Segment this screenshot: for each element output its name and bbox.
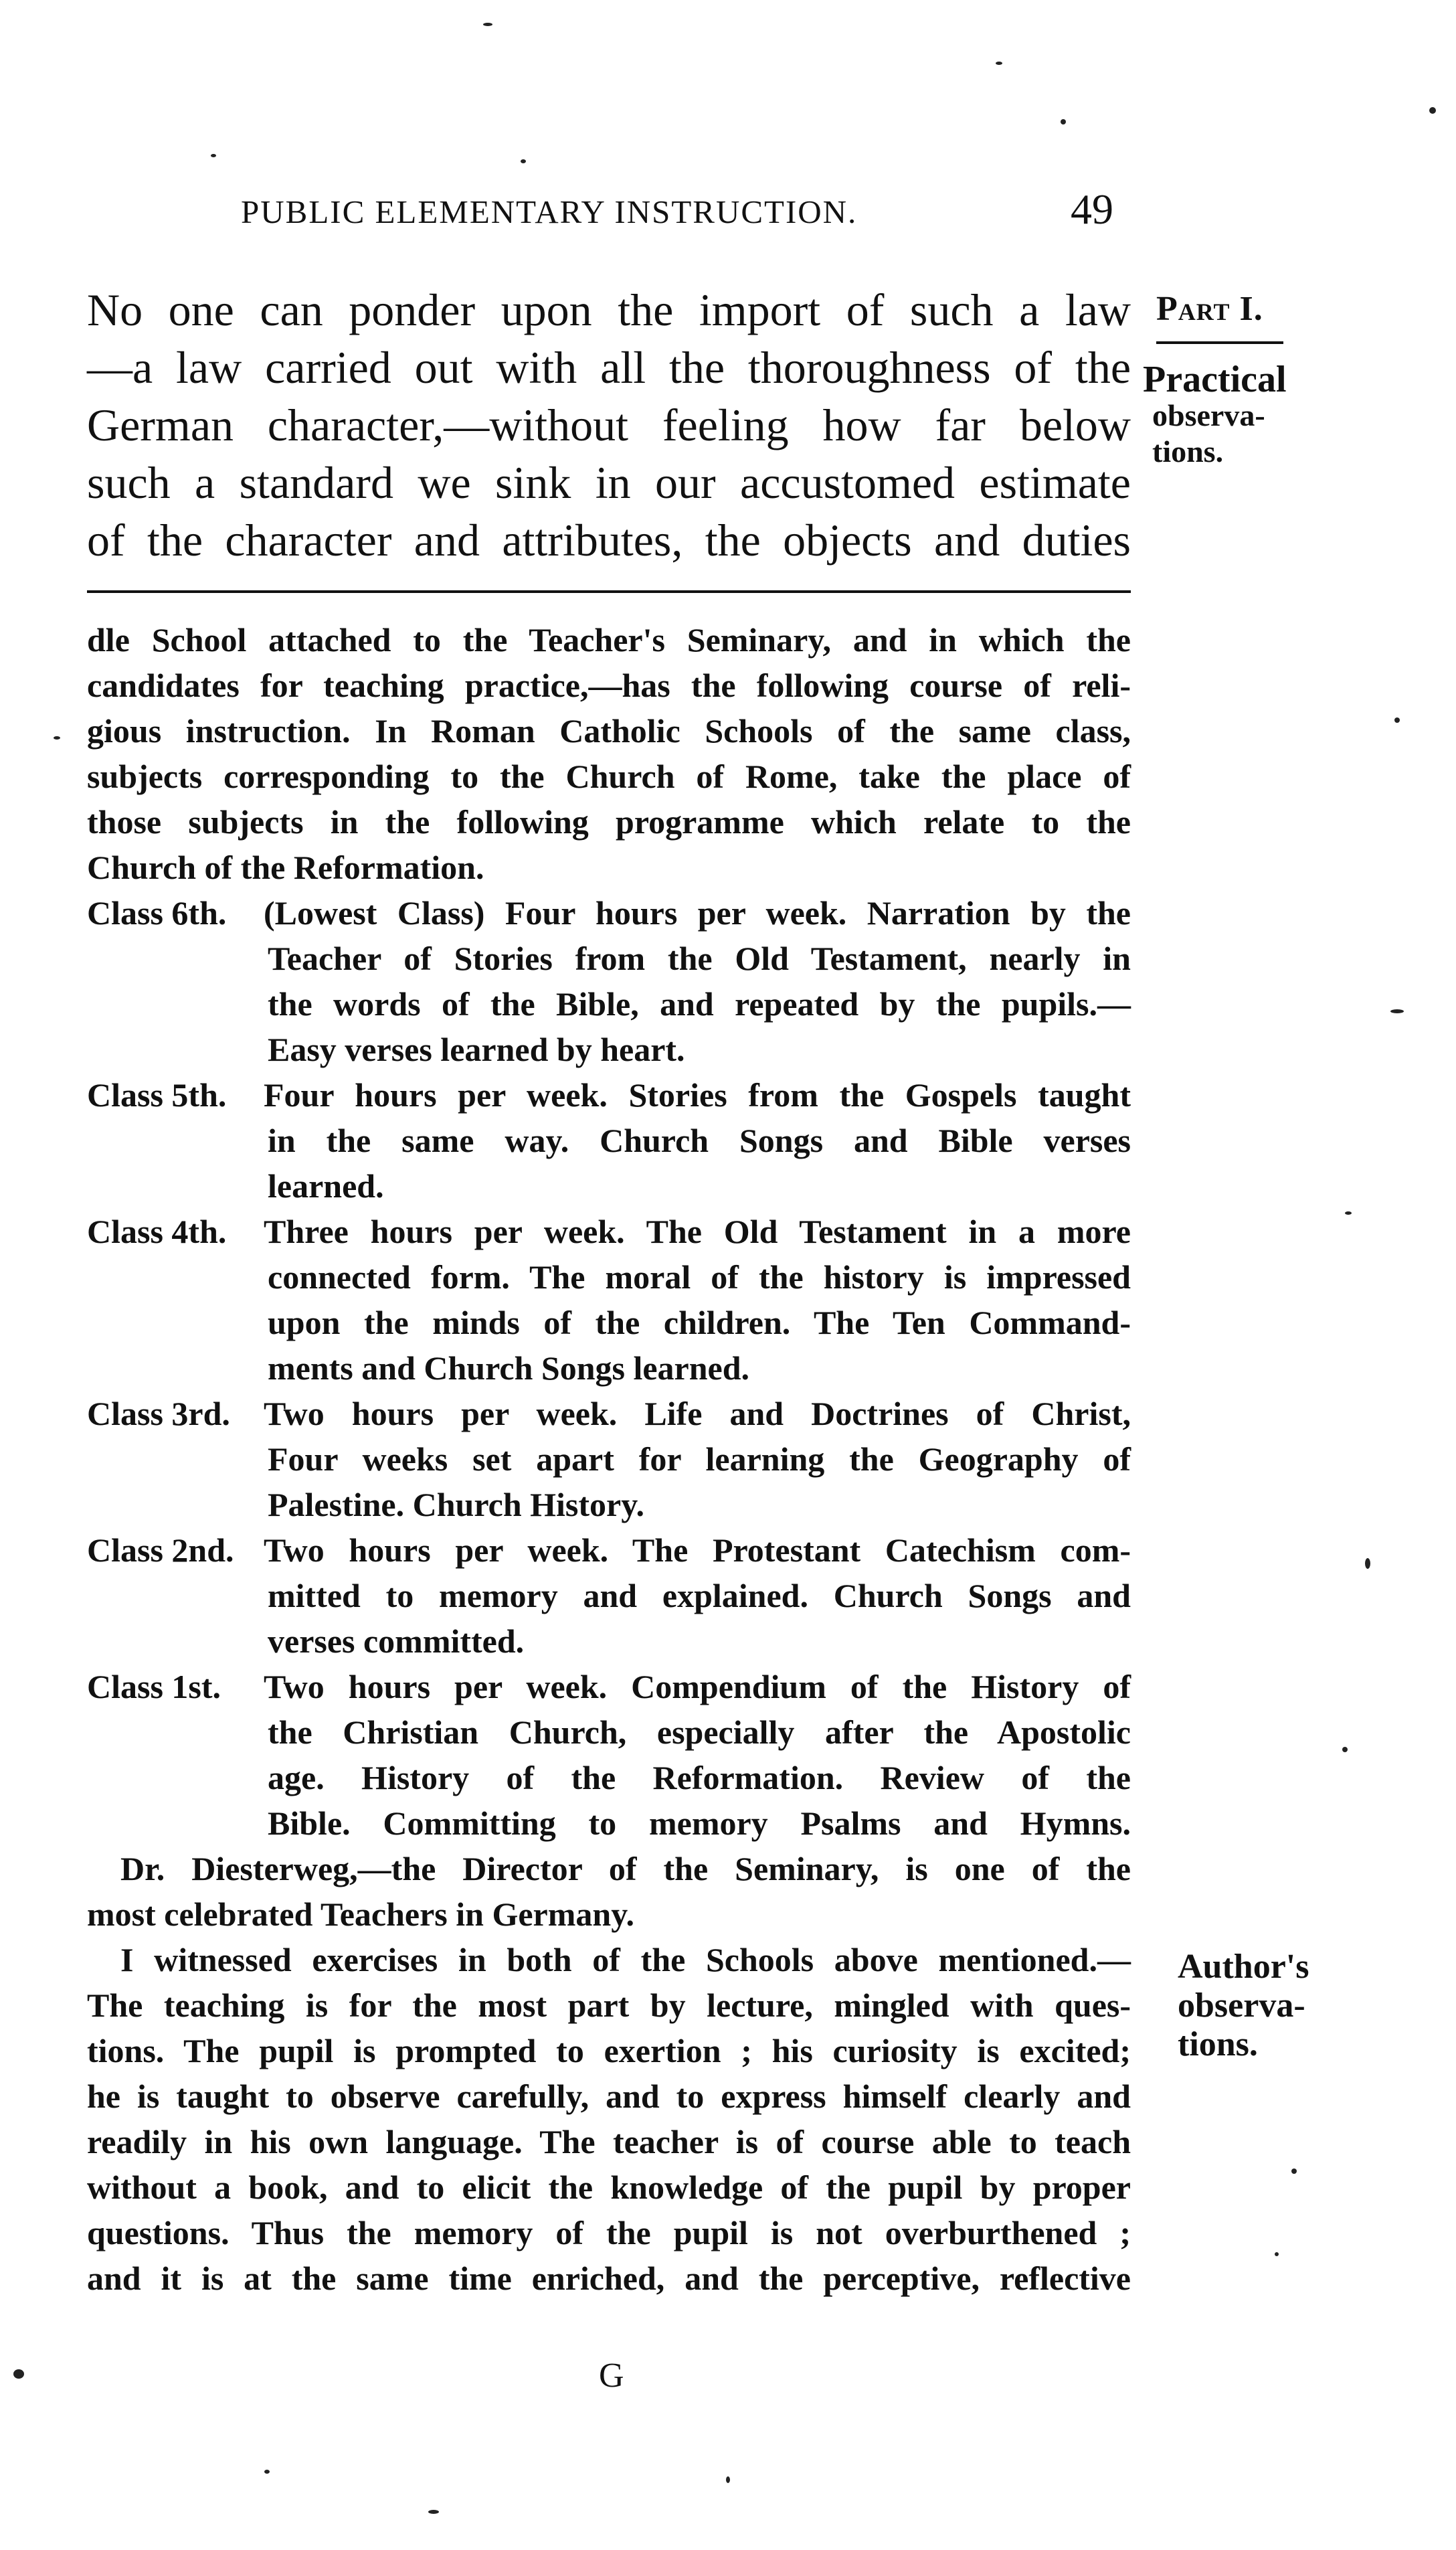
class-line: Easy verses learned by heart. [268, 1031, 685, 1068]
sidenote-practical [1143, 361, 1287, 470]
scan-speck [13, 2369, 24, 2379]
page-number: 49 [1071, 185, 1113, 233]
scan-speck [428, 2510, 439, 2514]
footnote-rule [87, 590, 1131, 593]
class-line: Two hours per week. Compendium of the History of [264, 1668, 1131, 1705]
director-line: most celebrated Teachers in Germany. [87, 1895, 634, 1933]
class-label: Class 6th. [87, 894, 227, 932]
class-line: the words of the Bible, and repeated by the pupils.— [268, 985, 1131, 1023]
witness-line: The teaching is for the most part by lecture, mingled with ques- [87, 1986, 1131, 2024]
scan-speck [264, 2470, 270, 2474]
footnote-block [87, 617, 1131, 2301]
scan-speck [1345, 1211, 1352, 1215]
note-line: candidates for teaching practice,—has the following course of reli- [87, 667, 1131, 704]
class-label: Class 5th. [87, 1076, 227, 1114]
director-line: Dr. Diesterweg,—the Director of the Seminary, is one of the [120, 1850, 1131, 1887]
class-line: in the same way. Church Songs and Bible verses [268, 1122, 1131, 1159]
director-paragraph [120, 1846, 1131, 1891]
sidenote-part: Part I. [1156, 290, 1263, 328]
class-label: Class 4th. [87, 1213, 227, 1250]
witness-line: he is taught to observe carefully, and to express himself clearly and [87, 2077, 1131, 2115]
sidenote-line: observa- [1178, 1986, 1305, 2025]
class-line: mitted to memory and explained. Church Songs and [268, 1577, 1131, 1614]
class-line: Three hours per week. The Old Testament in a more [264, 1213, 1131, 1250]
witness-line: questions. Thus the memory of the pupil is not overburthened ; [87, 2214, 1131, 2251]
class-entry [87, 1527, 1131, 1664]
main-line: such a standard we sink in our accustomed estimate [87, 457, 1131, 508]
witness-line: tions. The pupil is prompted to exertion ; his curiosity is excited; [87, 2032, 1131, 2069]
main-line: No one can ponder upon the import of such a law [87, 284, 1131, 335]
witness-line: readily in his own language. The teacher is of course able to teach [87, 2123, 1131, 2160]
class-line: Two hours per week. Life and Doctrines of Christ, [264, 1395, 1131, 1432]
scan-speck [1365, 1558, 1370, 1569]
scan-speck [1275, 2252, 1279, 2256]
sidenote-line: tions. [1178, 2025, 1258, 2063]
main-line: German character,—without feeling how far below [87, 400, 1131, 450]
running-title: PUBLIC ELEMENTARY INSTRUCTION. [241, 193, 858, 230]
scan-speck [211, 154, 216, 157]
class-line: ments and Church Songs learned. [268, 1349, 750, 1387]
class-line: connected form. The moral of the history is impressed [268, 1258, 1131, 1296]
scan-speck [54, 736, 60, 740]
class-line: the Christian Church, especially after the Apostolic [268, 1713, 1131, 1751]
witness-line: I witnessed exercises in both of the Schools above mentioned.— [120, 1941, 1131, 1978]
class-line: learned. [268, 1167, 384, 1205]
class-line: upon the minds of the children. The Ten Command- [268, 1304, 1131, 1341]
scan-speck [521, 159, 526, 163]
class-line: Palestine. Church History. [268, 1486, 644, 1523]
sidenote-rule [1156, 341, 1283, 344]
scan-speck [1061, 119, 1066, 124]
class-entry [87, 1391, 1131, 1527]
main-line: —a law carried out with all the thoroughness of the [87, 342, 1131, 393]
signature-mark: G [599, 2357, 624, 2395]
class-entry [87, 1072, 1131, 1209]
class-line: Teacher of Stories from the Old Testament, nearly in [268, 940, 1131, 977]
scan-speck [1429, 107, 1436, 114]
note-line: those subjects in the following programme which relate to the [87, 803, 1131, 841]
witness-first-line [120, 1937, 1131, 1982]
class-line: (Lowest Class) Four hours per week. Narration by the [264, 894, 1131, 932]
witness-line: without a book, and to elicit the knowledge of the pupil by proper [87, 2169, 1131, 2206]
witness-line: and it is at the same time enriched, and the perceptive, reflective [87, 2260, 1131, 2297]
sidenote-author [1178, 1948, 1309, 2064]
class-line: Four hours per week. Stories from the Gospels taught [264, 1076, 1131, 1114]
class-entry [87, 1209, 1131, 1391]
class-label: Class 3rd. [87, 1395, 230, 1432]
sidenote-line: Practical [1143, 359, 1287, 400]
note-line: Church of the Reformation. [87, 849, 484, 886]
class-line: Two hours per week. The Protestant Catechism com- [264, 1531, 1131, 1569]
main-text [87, 281, 1131, 569]
scan-speck [996, 62, 1002, 65]
class-line: age. History of the Reformation. Review of the [268, 1759, 1131, 1796]
scan-speck [1342, 1747, 1348, 1752]
class-line: Four weeks set apart for learning the Geography of [268, 1440, 1131, 1478]
note-line: gious instruction. In Roman Catholic Schools of the same class, [87, 712, 1131, 750]
class-entry [87, 1664, 1131, 1846]
class-entry [87, 890, 1131, 1072]
sidenote-line: tions. [1152, 434, 1224, 469]
sidenote-line: Author's [1178, 1948, 1309, 1986]
class-label: Class 1st. [87, 1668, 221, 1705]
sidenote-line: observa- [1152, 398, 1265, 432]
scan-speck [1291, 2169, 1297, 2174]
scan-speck [483, 23, 492, 26]
scan-speck [1390, 1009, 1404, 1013]
class-line: Bible. Committing to memory Psalms and Hymns. [268, 1804, 1131, 1842]
scan-speck [1394, 717, 1400, 723]
class-label: Class 2nd. [87, 1531, 234, 1569]
note-line: dle School attached to the Teacher's Seminary, and in which the [87, 621, 1131, 659]
class-line: verses committed. [268, 1622, 525, 1660]
note-line: subjects corresponding to the Church of Rome, take the place of [87, 758, 1131, 795]
main-line: of the character and attributes, the objects and duties [87, 515, 1131, 566]
scan-speck [726, 2476, 730, 2483]
